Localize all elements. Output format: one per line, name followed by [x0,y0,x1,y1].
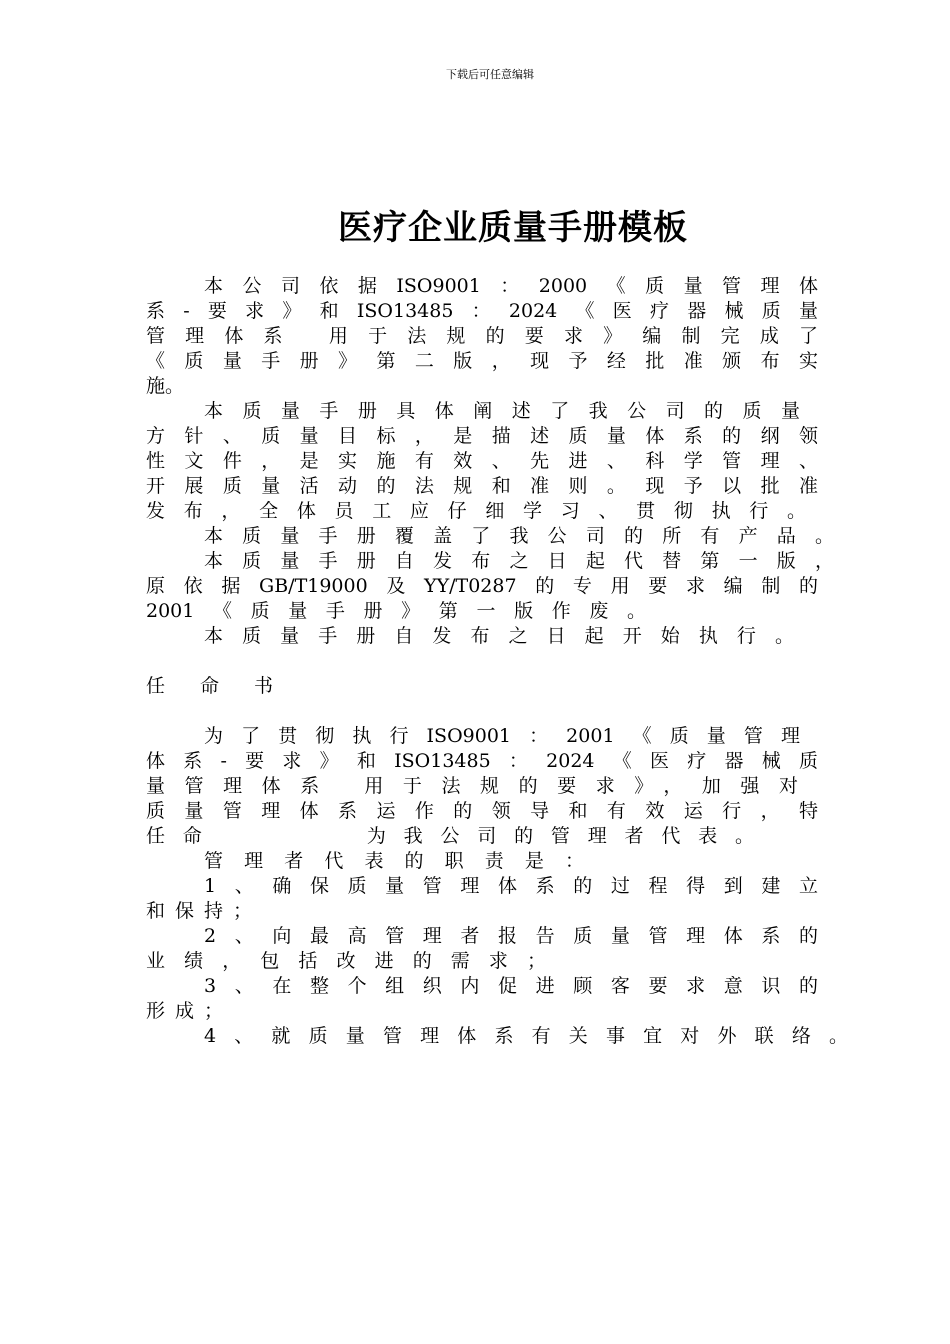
paragraph-line: 量管理体系 用于法规的要求》，加强对 [146,775,798,797]
list-item: 2、向最高管理者报告质量管理体系的 [204,925,818,947]
paragraph-line: 本质量手册自发布之日起开始执行。 [204,625,794,647]
paragraph-line: 系-要求》和ISO13485：2024《医疗器械质量 [146,300,818,322]
paragraph-line: 施。 [146,375,185,397]
paragraph-line: 质量管理体系运作的领导和有效运行，特 [146,800,818,822]
paragraph-line: 本质量手册具体阐述了我公司的质量 [204,400,800,422]
paragraph-line: 本质量手册自发布之日起代替第一版， [204,550,834,572]
paragraph-line: 本质量手册覆盖了我公司的所有产品。 [204,525,834,547]
paragraph-line: 性文件，是实施有效、先进、科学管理、 [146,450,818,472]
paragraph-line: 方针、质量目标，是描述质量体系的纲领 [146,425,818,447]
paragraph-line: 《质量手册》第二版，现予经批准颁布实 [146,350,818,372]
paragraph-line: 发布，全体员工应仔细学习、贯彻执行。 [146,500,806,522]
document-title: 医疗企业质量手册模板 [338,208,688,248]
list-item-continuation: 形成； [146,1000,234,1022]
paragraph-line: 2001《质量手册》第一版作废。 [146,600,646,622]
list-item: 4、就质量管理体系有关事宜对外联络。 [204,1025,848,1047]
section-heading: 任 命 书 [146,675,282,697]
page-header: 下载后可任意编辑 [446,68,534,81]
paragraph-line: 原依据GB/T19000及YY/T0287的专用要求编制的 [146,575,818,597]
paragraph-line: 为了贯彻执行ISO9001：2001《质量管理 [204,725,800,747]
list-item-continuation: 业绩，包括改进的需求； [146,950,546,972]
paragraph-line: 本公司依据ISO9001：2000《质量管理体 [204,275,818,297]
list-item: 1、确保质量管理体系的过程得到建立 [204,875,818,897]
paragraph-line: 体系-要求》和ISO13485：2024《医疗器械质 [146,750,818,772]
paragraph-line: 管理体系 用于法规的要求》编制完成了 [146,325,818,347]
paragraph-line: 开展质量活动的法规和准则。现予以批准 [146,475,818,497]
paragraph-line: 任命 为我公司的管理者代表。 [146,825,754,847]
paragraph-line: 管理者代表的职责是： [204,850,584,872]
list-item-continuation: 和保持； [146,900,263,922]
list-item: 3、在整个组织内促进顾客要求意识的 [204,975,818,997]
